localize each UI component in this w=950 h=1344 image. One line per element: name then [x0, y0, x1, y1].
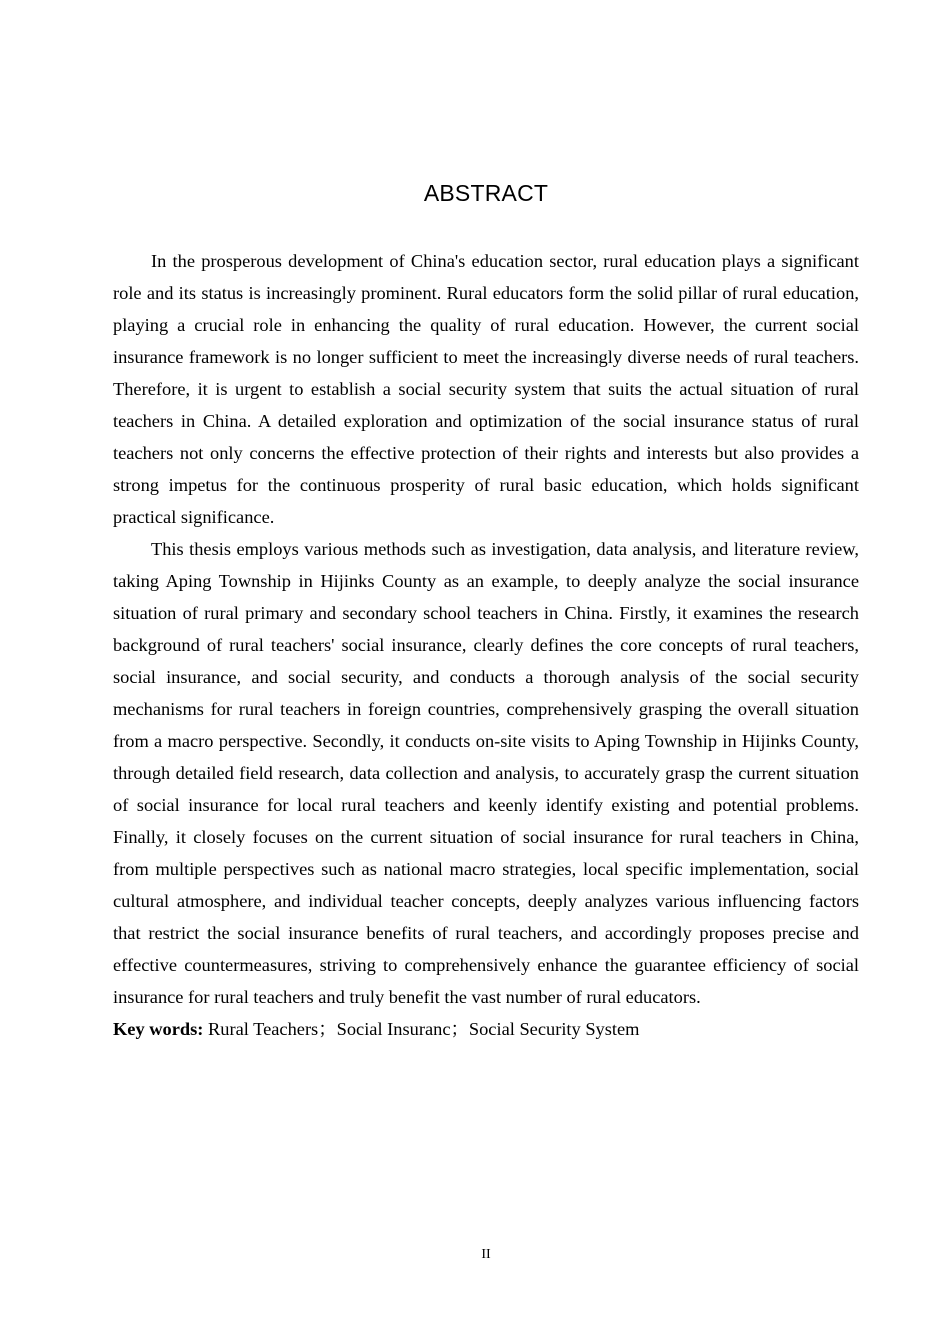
abstract-paragraph-2: This thesis employs various methods such as investigation, data analysis, and literature review, taking Aping Township in Hijinks County as an example, to deeply analyze the social insurance situation of rural primary and secondary school teachers in China. Firstly, it examines the research background of rural teachers' social insurance, clearly defines the core concepts of rural teachers, social insurance, and social security, and conducts a thorough analysis of the social security mechanisms for rural teachers in foreign countries, comprehensively grasping the overall situation from a macro perspective. Secondly, it conducts on-site visits to Aping Township in Hijinks County, through detailed field research, data collection and analysis, to accurately grasp the current situation of social insurance for local rural teachers and keenly identify existing and potential problems. Finally, it closely focuses on the current situation of social insurance for rural teachers in China, from multiple perspectives such as national macro strategies, local specific implementation, social cultural atmosphere, and individual teacher concepts, deeply analyzes various influencing factors that restrict the social insurance benefits of rural teachers, and accordingly proposes precise and effective countermeasures, striving to comprehensively enhance the guarantee efficiency of social insurance for rural teachers and truly benefit the vast number of rural educators.	[113, 539, 859, 1007]
keywords-line	[113, 1013, 859, 1045]
abstract-title: ABSTRACT	[423, 180, 549, 206]
keywords-list: Rural Teachers；Social Insuranc；Social Security System	[203, 1019, 640, 1039]
abstract-body	[113, 245, 859, 1045]
abstract-paragraph-1: In the prosperous development of China's education sector, rural education plays a significant role and its status is increasingly prominent. Rural educators form the solid pillar of rural education, playing a crucial role in enhancing the quality of rural education. However, the current social insurance framework is no longer sufficient to meet the increasingly diverse needs of rural teachers. Therefore, it is urgent to establish a social security system that suits the actual situation of rural teachers in China. A detailed exploration and optimization of the social insurance status of rural teachers not only concerns the effective protection of their rights and interests but also provides a strong impetus for the continuous prosperity of rural basic education, which holds significant practical significance.	[113, 251, 859, 527]
page-number: II	[481, 1247, 491, 1262]
keywords-label: Key words:	[113, 1019, 204, 1039]
